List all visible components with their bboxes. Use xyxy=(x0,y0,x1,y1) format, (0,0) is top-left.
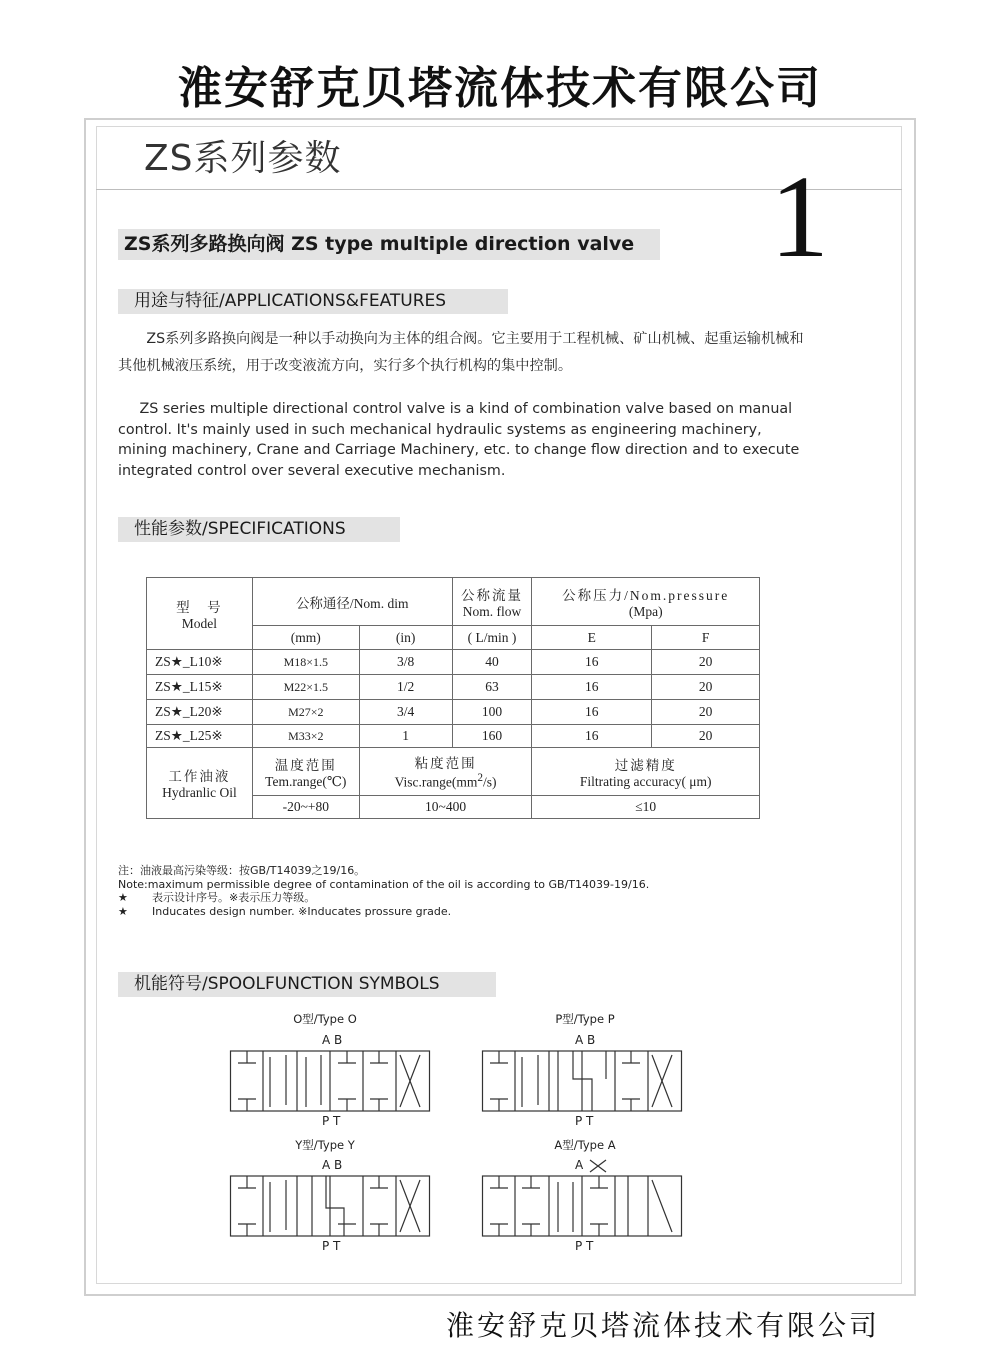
spool-symbol-type-y xyxy=(230,1174,430,1238)
cell-pressure-e: 16 xyxy=(532,650,652,675)
header-nom-pressure: 公称压力/Nom.pressure (Mpa) xyxy=(532,578,760,626)
cell-mm: M22×1.5 xyxy=(252,675,359,700)
cell-inch: 3/8 xyxy=(359,650,452,675)
table-row xyxy=(147,700,760,725)
symbol-ports-bottom-o: P T xyxy=(322,1114,341,1128)
table-row xyxy=(147,650,760,675)
header-pressure-f: F xyxy=(652,626,760,650)
cell-mm: M33×2 xyxy=(252,725,359,748)
symbol-ports-bottom-p: P T xyxy=(575,1114,594,1128)
symbol-ports-bottom-y: P T xyxy=(322,1239,341,1253)
cell-model: ZS★_L10※ xyxy=(147,650,253,675)
cell-pressure-e: 16 xyxy=(532,675,652,700)
symbol-ports-bottom-a: P T xyxy=(575,1239,594,1253)
symbol-title-p: P型/Type P xyxy=(555,1012,615,1026)
cell-pressure-f: 20 xyxy=(652,675,760,700)
cell-pressure-e: 16 xyxy=(532,700,652,725)
symbol-title-o: O型/Type O xyxy=(293,1012,357,1026)
oil-temp-header: 温度范围 Tem.range(℃) xyxy=(252,748,359,796)
specifications-heading: 性能参数/SPECIFICATIONS xyxy=(118,517,400,542)
cell-mm: M27×2 xyxy=(252,700,359,725)
cell-flow: 160 xyxy=(452,725,532,748)
cell-model: ZS★_L20※ xyxy=(147,700,253,725)
footer-company: 淮安舒克贝塔流体技术有限公司 xyxy=(446,1309,881,1342)
note-star-en: ★ Inducates design number. ※Inducates prossure grade. xyxy=(118,904,452,918)
cell-flow: 63 xyxy=(452,675,532,700)
spool-heading: 机能符号/SPOOLFUNCTION SYMBOLS xyxy=(118,972,496,997)
note-cn: 注：油液最高污染等级：按GB/T14039之19/16。 xyxy=(118,864,366,877)
cell-inch: 3/4 xyxy=(359,700,452,725)
star-icon: ★ xyxy=(118,904,128,918)
company-title: 淮安舒克贝塔流体技术有限公司 xyxy=(178,63,822,114)
spool-symbol-type-o xyxy=(230,1049,430,1113)
applications-text-cn: ZS系列多路换向阀是一种以手动换向为主体的组合阀。它主要用于工程机械、矿山机械、起重运输机械和其他机械液压系统，用于改变液流方向，实行多个执行机构的集中控制。 xyxy=(118,331,804,374)
table-row xyxy=(147,675,760,700)
cell-mm: M18×1.5 xyxy=(252,650,359,675)
cell-model: ZS★_L25※ xyxy=(147,725,253,748)
header-model: 型 号 Model xyxy=(147,578,253,650)
header-dim-in: (in) xyxy=(359,626,452,650)
cell-flow: 100 xyxy=(452,700,532,725)
cell-pressure-e: 16 xyxy=(532,725,652,748)
oil-label: 工作油液 Hydranlic Oil xyxy=(147,748,253,819)
header-pressure-e: E xyxy=(532,626,652,650)
symbol-title-a: A型/Type A xyxy=(554,1138,616,1152)
note-star-cn: ★ 表示设计序号。※表示压力等级。 xyxy=(118,891,316,904)
cell-inch: 1/2 xyxy=(359,675,452,700)
specifications-table xyxy=(146,577,760,819)
spool-symbol-type-p xyxy=(482,1049,682,1113)
applications-text-en: ZS series multiple directional control valve is a kind of combination valve based on manual control. It's mainly used in such mechanical hydraulic systems as engineering machinery, mining machinery, Crane and Carriage Machinery, etc. to change flow direction and to execute integrated control over several executive mechanism. xyxy=(118,401,800,479)
cell-pressure-f: 20 xyxy=(652,650,760,675)
cell-pressure-f: 20 xyxy=(652,700,760,725)
oil-temp-value: -20~+80 xyxy=(252,796,359,819)
applications-heading: 用途与特征/APPLICATIONS&FEATURES xyxy=(118,289,508,314)
star-icon: ★ xyxy=(118,891,128,904)
symbol-title-y: Y型/Type Y xyxy=(295,1138,355,1152)
header-nom-dim: 公称通径/Nom. dim xyxy=(252,578,452,626)
symbol-ports-top-a: A xyxy=(575,1158,584,1172)
table-row xyxy=(147,725,760,748)
symbol-ports-top-o: A B xyxy=(322,1033,343,1047)
cell-flow: 40 xyxy=(452,650,532,675)
notes xyxy=(118,864,649,918)
spool-symbol-type-a xyxy=(482,1158,682,1238)
cell-inch: 1 xyxy=(359,725,452,748)
oil-filter-value: ≤10 xyxy=(532,796,760,819)
cell-pressure-f: 20 xyxy=(652,725,760,748)
symbol-ports-top-y: A B xyxy=(322,1158,343,1172)
page-number: 1 xyxy=(770,151,829,282)
symbol-ports-top-p: A B xyxy=(575,1033,596,1047)
note-en: Note:maximum permissible degree of contamination of the oil is according to GB/T14039-19/16. xyxy=(118,877,650,891)
header-flow-unit: ( L/min ) xyxy=(452,626,532,650)
header-dim-mm: (mm) xyxy=(252,626,359,650)
cell-model: ZS★_L15※ xyxy=(147,675,253,700)
header-nom-flow: 公称流量 Nom. flow xyxy=(452,578,532,626)
oil-visc-header: 粘度范围 $Visc.range(mm^2/s)$ xyxy=(359,748,532,796)
oil-visc-value: 10~400 xyxy=(359,796,532,819)
oil-filter-header: 过滤精度 Filtrating accuracy( μm) xyxy=(532,748,760,796)
product-title: ZS系列多路换向阀 ZS type multiple direction valve xyxy=(118,229,660,260)
series-title: ZS系列参数 xyxy=(144,138,342,179)
